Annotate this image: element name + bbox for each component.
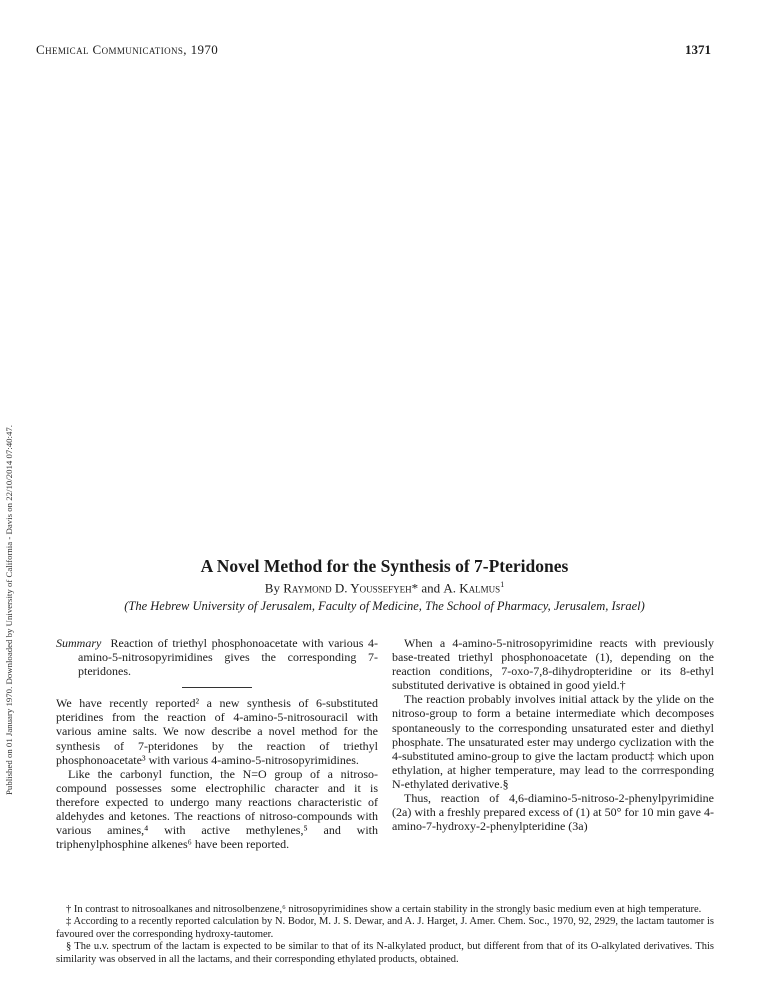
paragraph: We have recently reported² a new synthesis of 6-substituted pteridines from the reaction of 4-amino-5-nitrosouracil with various amine salts. We now describe a novel method for the synthesis of 7-pteridones by the reaction of triethyl phosphonoacetate³ with various 4-amino-5-nitrosopyrimidines. (56, 696, 378, 767)
footnote: ‡ According to a recently reported calculation by N. Bodor, M. J. S. Dewar, and A. J. Harget, J. Amer. Chem. Soc., 1970, 92, 2929, the lactam tautomer is favoured over the corresponding hydroxy-tautomer. (56, 916, 714, 940)
footnote: § The u.v. spectrum of the lactam is expected to be similar to that of its N-alkylated product, but different from that of its O-alkylated derivatives. This similarity was observed in all the lactams, and their corresponding ethylated products, obtained. (56, 941, 714, 965)
download-notice: Published on 01 January 1970. Downloaded by University of California - Davis on 22/10/2014 07:40:47. (4, 425, 14, 795)
paragraph: Thus, reaction of 4,6-diamino-5-nitroso-2-phenylpyrimidine (2a) with a freshly prepared excess of (1) at 50° for 10 min gave 4-amino-7-hydroxy-2-phenylpteridine (3a) (392, 791, 714, 834)
author-kalmus: A. Kalmus (443, 580, 501, 596)
paragraph: Like the carbonyl function, the N=O group of a nitroso-compound possesses some electrophilic character and it is therefore expected to undergo many reactions characteristic of aldehydes and ketones. The reactions of nitroso-compounds with various amines,⁴ with active methylenes,⁵ and with triphenylphosphine alkenes⁶ have been reported. (56, 766, 378, 852)
author-footnote-marker: 1 (500, 580, 505, 589)
section-divider (182, 687, 252, 688)
summary (56, 636, 378, 678)
and-word: and (421, 580, 441, 596)
right-column (392, 636, 714, 833)
by-word: By (264, 580, 280, 596)
journal-name: Chemical Communications, 1970 (36, 42, 219, 57)
paragraph: The reaction probably involves initial attack by the ylide on the nitroso-group to form a betaine intermediate which decomposes spontaneously to the corresponding unsaturated ester and diethyl phosphate. The unsaturated ester may undergo cyclization with the 4-substituted amino-group to give the lactam product‡ which upon ethylation, at higher temperature, may lead to the corrresponding N-ethylated derivative.§ (392, 692, 714, 791)
summary-text: Reaction of triethyl phosphonoacetate with various 4-amino-5-nitrosopyrimidines gives the corresponding 7-pteridones. (78, 636, 378, 679)
paragraph: When a 4-amino-5-nitrosopyrimidine reacts with previously base-treated triethyl phosphonoacetate (1), depending on the reaction conditions, 7-oxo-7,8-dihydropteridine or its 8-ethyl substituted derivative is obtained in good yield.† (392, 636, 714, 693)
affiliation: (The Hebrew University of Jerusalem, Faculty of Medicine, The School of Pharmacy, Jerusalem, Israel) (124, 599, 645, 613)
footnotes (56, 904, 714, 966)
download-watermark (2, 150, 16, 795)
left-column (56, 636, 378, 851)
article-title: A Novel Method for the Synthesis of 7-Pteridones (200, 556, 569, 576)
summary-label: Summary (56, 636, 102, 650)
author-line (0, 580, 769, 596)
page-number: 1371 (685, 42, 711, 57)
author-youssefyeh: Raymond D. Youssefyeh* (283, 580, 419, 596)
page-header (36, 42, 711, 62)
footnote: † In contrast to nitrosoalkanes and nitrosolbenzene,⁶ nitrosopyrimidines show a certain stability in the strongly basic medium even at high temperature. (66, 904, 702, 915)
